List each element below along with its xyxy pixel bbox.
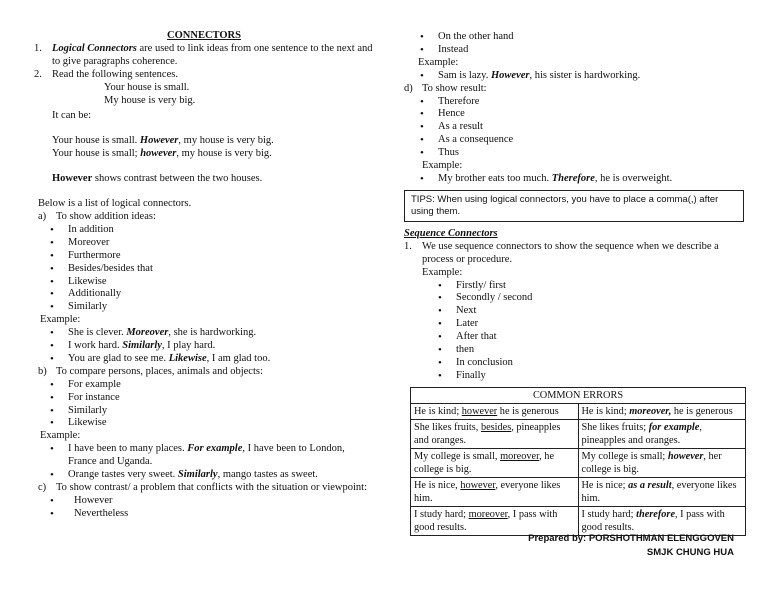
correct-cell xyxy=(578,477,746,506)
intro-item-1-text xyxy=(52,43,374,69)
table-row xyxy=(411,477,746,506)
list-item: • Thus xyxy=(404,147,744,160)
example-connector: However xyxy=(490,69,530,81)
item-number: 2. xyxy=(34,68,42,80)
correct-connector: for example xyxy=(648,421,700,433)
combined-2-c: , my house is very big. xyxy=(176,148,272,160)
list-item: • Additionally xyxy=(34,288,374,301)
intro-item-1-rest: are used to link ideas from one sentence to the next and to give paragraphs coherence. xyxy=(52,42,373,67)
example-text: , he is overweight. xyxy=(594,172,673,184)
right-column xyxy=(404,31,744,536)
section-b-letter: b) xyxy=(38,365,47,377)
list-item: • Similarly xyxy=(34,301,374,314)
list-item: • On the other hand xyxy=(404,31,744,44)
example-connector: For example xyxy=(187,443,243,455)
example-text: , she is hardworking. xyxy=(168,327,257,339)
cell-text: My college is small; xyxy=(581,450,668,462)
wrong-connector: besides xyxy=(480,421,512,433)
sequence-item-1 xyxy=(404,241,744,267)
cell-text: , everyone likes him. xyxy=(581,479,737,504)
cell-text: he is generous xyxy=(671,405,733,417)
example-item xyxy=(404,173,744,186)
example-text: , I play hard. xyxy=(161,340,216,352)
example-item xyxy=(34,353,374,366)
cell-text: I study hard; xyxy=(581,508,637,520)
wrong-connector: however xyxy=(461,405,498,417)
tips-box: TIPS: When using logical connectors, you have to place a comma(,) after using them. xyxy=(404,190,744,222)
combined-1-c: , my house is very big. xyxy=(178,135,274,147)
list-item: • Nevertheless xyxy=(34,508,374,521)
footer-credits xyxy=(474,532,734,560)
cell-text: She likes fruits, xyxy=(414,421,481,433)
list-item: • then xyxy=(404,344,744,357)
list-item: • Besides/besides that xyxy=(34,263,374,276)
table-header-row xyxy=(411,387,746,403)
section-a-list xyxy=(34,224,374,314)
example-item xyxy=(34,443,374,469)
table-row xyxy=(411,506,746,535)
wrong-cell xyxy=(411,419,579,448)
example-connector: Likewise xyxy=(168,352,207,364)
sentence-b: My house is very big. xyxy=(104,94,196,106)
example-item xyxy=(34,327,374,340)
example-item xyxy=(34,469,374,482)
list-item: • Similarly xyxy=(34,405,374,418)
table-row xyxy=(411,419,746,448)
sequence-example-label: Example: xyxy=(422,266,463,278)
combined-2-connector: however xyxy=(140,148,177,160)
section-c-examples xyxy=(404,70,744,83)
correct-connector: however xyxy=(667,450,704,462)
common-errors-table xyxy=(410,387,746,536)
sequence-text: We use sequence connectors to show the sequence when we describe a process or procedure. xyxy=(422,240,719,265)
example-connector: Therefore xyxy=(551,172,595,184)
table-row xyxy=(411,448,746,477)
combined-1-a: Your house is small. xyxy=(52,135,140,147)
sentence-a: Your house is small. xyxy=(104,81,190,93)
prepared-by: Prepared by: PORSHOTHMAN ELENGGOVEN xyxy=(528,533,734,544)
section-c-title: To show contrast/ a problem that conflicts with the situation or viewpoint: xyxy=(56,482,368,493)
list-item: • As a consequence xyxy=(404,134,744,147)
list-item: • Firstly/ first xyxy=(404,280,744,293)
wrong-cell xyxy=(411,448,579,477)
combined-1-connector: However xyxy=(139,135,179,147)
cell-text: My college is small, xyxy=(414,450,501,462)
list-item: • Furthermore xyxy=(34,250,374,263)
common-errors-heading: COMMON ERRORS xyxy=(411,387,746,403)
section-c-letter: c) xyxy=(38,482,47,493)
intro-item-2-text: Read the following sentences. xyxy=(52,68,178,80)
section-a-example-label: Example: xyxy=(40,314,81,326)
correct-cell xyxy=(578,448,746,477)
section-c-list-part2 xyxy=(404,31,744,57)
item-number: 1. xyxy=(404,240,412,252)
however-explanation xyxy=(34,173,374,186)
example-item xyxy=(404,70,744,83)
wrong-cell xyxy=(411,403,579,419)
example-text: She is clever. xyxy=(68,327,127,339)
cell-text: , pineapples and oranges. xyxy=(581,421,702,446)
example-text: I have been to many places. xyxy=(68,443,188,455)
example-connector: Similarly xyxy=(122,340,162,352)
list-item: • Likewise xyxy=(34,417,374,430)
list-item: • In addition xyxy=(34,224,374,237)
cell-text: , he college is big. xyxy=(414,450,555,475)
however-word: However xyxy=(52,173,93,185)
cell-text: , I pass with good results. xyxy=(581,508,725,533)
cell-text: , her college is big. xyxy=(581,450,722,475)
section-d-list xyxy=(404,96,744,161)
left-column xyxy=(34,30,374,521)
section-c-example-label: Example: xyxy=(418,56,459,68)
item-number: 1. xyxy=(34,42,42,54)
section-d-title: To show result: xyxy=(422,82,487,94)
example-item xyxy=(34,340,374,353)
cell-text: He is kind; xyxy=(581,405,630,417)
correct-connector: as a result xyxy=(628,479,672,491)
section-a-letter: a) xyxy=(38,210,47,222)
list-item: • Hence xyxy=(404,108,744,121)
cell-text: , everyone likes him. xyxy=(414,479,561,504)
page-title: CONNECTORS xyxy=(167,30,241,41)
section-d-examples xyxy=(404,173,744,186)
example-text: I work hard. xyxy=(68,340,123,352)
cell-text: He is kind; xyxy=(414,405,462,417)
section-a-examples xyxy=(34,327,374,366)
wrong-cell xyxy=(411,506,579,535)
wrong-connector: moreover xyxy=(468,508,508,520)
intro-item-1 xyxy=(34,43,374,69)
section-c-header xyxy=(34,482,374,495)
intro-item-2 xyxy=(34,69,374,82)
example-text: , I am glad too. xyxy=(206,352,271,364)
list-item: • Later xyxy=(404,318,744,331)
list-item: • For example xyxy=(34,379,374,392)
section-c-list-part1 xyxy=(34,495,374,521)
combined-2-a: Your house is small; xyxy=(52,148,141,160)
wrong-connector: moreover xyxy=(500,450,540,462)
cell-text: , I pass with good results. xyxy=(414,508,558,533)
section-b-title: To compare persons, places, animals and objects: xyxy=(56,365,263,377)
example-text: Orange tastes very sweet. xyxy=(68,469,178,481)
cell-text: I study hard; xyxy=(414,508,469,520)
cell-text: he is generous xyxy=(497,405,559,417)
section-d-example-label: Example: xyxy=(422,160,463,172)
example-text: , mango tastes as sweet. xyxy=(217,469,318,481)
section-a-title: To show addition ideas: xyxy=(56,210,156,222)
cell-text: He is nice, xyxy=(414,479,461,491)
sequence-list xyxy=(404,280,744,383)
example-text: You are glad to see me. xyxy=(68,352,169,364)
example-text: , his sister is hardworking. xyxy=(529,69,641,81)
list-item: • After that xyxy=(404,331,744,344)
list-item: • Finally xyxy=(404,370,744,383)
list-item: • Next xyxy=(404,305,744,318)
list-item: • Moreover xyxy=(34,237,374,250)
list-item: • Therefore xyxy=(404,96,744,109)
section-a-header xyxy=(34,211,374,224)
correct-connector: moreover, xyxy=(629,405,672,417)
section-b-examples xyxy=(34,443,374,482)
it-can-be: It can be: xyxy=(52,110,92,122)
section-b-header xyxy=(34,366,374,379)
wrong-connector: however xyxy=(460,479,496,491)
section-b-example-label: Example: xyxy=(40,430,81,442)
cell-text: He is nice; xyxy=(581,479,629,491)
term-logical-connectors: Logical Connectors xyxy=(52,42,137,54)
list-item: • For instance xyxy=(34,392,374,405)
correct-cell xyxy=(578,403,746,419)
example-connector: Similarly xyxy=(177,469,218,481)
wrong-cell xyxy=(411,477,579,506)
list-item: • As a result xyxy=(404,121,744,134)
combined-sentence-2 xyxy=(34,148,374,161)
list-item: • In conclusion xyxy=(404,357,744,370)
school-name: SMJK CHUNG HUA xyxy=(646,547,734,558)
sequence-heading: Sequence Connectors xyxy=(404,227,498,239)
section-b-list xyxy=(34,379,374,431)
correct-cell xyxy=(578,506,746,535)
table-row xyxy=(411,403,746,419)
list-item: • Likewise xyxy=(34,276,374,289)
correct-cell xyxy=(578,419,746,448)
cell-text: She likes fruits; xyxy=(581,421,649,433)
correct-connector: therefore xyxy=(636,508,676,520)
example-text: My brother eats too much. xyxy=(438,172,552,184)
cell-text: , pineapples and oranges. xyxy=(414,421,561,446)
section-d-letter: d) xyxy=(404,82,413,94)
combined-sentence-1 xyxy=(34,135,374,148)
example-connector: Moreover xyxy=(126,327,169,339)
list-item: • However xyxy=(34,495,374,508)
list-intro: Below is a list of logical connectors. xyxy=(38,198,192,210)
list-item: • Instead xyxy=(404,44,744,57)
list-item: • Secondly / second xyxy=(404,292,744,305)
section-d-header xyxy=(404,83,744,96)
however-explanation-rest: shows contrast between the two houses. xyxy=(92,173,263,185)
example-text: Sam is lazy. xyxy=(438,69,491,81)
example-text: , I have been to London, France and Uganda. xyxy=(68,443,345,468)
